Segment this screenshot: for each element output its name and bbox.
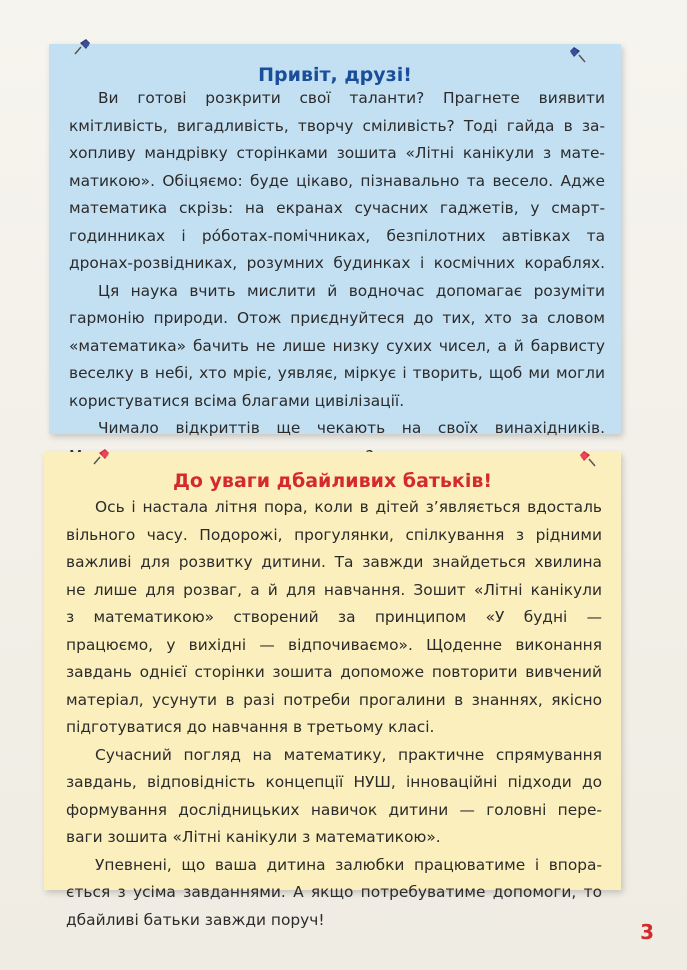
text-line: Ось і настала літня пора, коли в дітей з’являється вдосталь bbox=[95, 498, 602, 516]
text-line: ється з усіма завданнями. А якщо потребуватиме допомоги, то bbox=[66, 883, 602, 901]
text-line: кмітливість, вигадливість, творчу сміливість? Тоді гайда в за- bbox=[69, 116, 605, 135]
text-line: дбайливі батьки завжди поруч! bbox=[66, 910, 325, 929]
text-line: математика скрізь: на екранах сучасних гаджетів, у смарт- bbox=[69, 199, 605, 217]
pushpin-icon bbox=[90, 446, 112, 468]
text-line: матеріал, усунути в разі потреби прогалини в знаннях, якісно bbox=[66, 690, 602, 709]
text-line: вільного часу. Подорожі, прогулянки, спілкування з рідними bbox=[66, 525, 602, 544]
text-line: не лише для розваг, а й для навчання. Зошит «Літні канікули bbox=[66, 580, 602, 599]
text-line: Ця наука вчить мислити й водночас допомагає розуміти bbox=[98, 281, 605, 300]
text-line: хопливу мандрівку сторінками зошита «Літні канікули з мате- bbox=[69, 144, 605, 162]
text-line: Сучасний погляд на математику, практичне спрямування bbox=[95, 745, 602, 764]
text-line: гармонію природи. Отож приєднуйтеся до тих, хто за словом bbox=[69, 309, 605, 327]
friends-note-text bbox=[69, 85, 605, 470]
parents-note bbox=[44, 452, 621, 929]
text-line: матикою». Обіцяємо: буде цікаво, пізнавально та весело. Адже bbox=[69, 171, 605, 190]
text-line: Ви готові розкрити свої таланти? Прагнете виявити bbox=[98, 89, 605, 107]
text-line: працюємо, у вихідні — відпочиваємо». Щоденне виконання bbox=[66, 635, 602, 654]
friends-note bbox=[49, 44, 621, 437]
pushpin-icon bbox=[567, 44, 589, 66]
pushpin-icon bbox=[71, 36, 93, 58]
text-line: годинниках і ро́ботах-помічниках, безпілотних автівках та bbox=[69, 226, 605, 245]
text-line: підготуватися до навчання в третьому класі. bbox=[66, 718, 435, 736]
parents-note-text bbox=[66, 494, 602, 934]
text-line: Чимало відкриттів ще чекають на своїх винахідників. bbox=[98, 419, 605, 437]
text-line: користуватися всіма благами цивілізації. bbox=[69, 391, 405, 410]
text-line: веселку в небі, хто мріє, уявляє, міркує і творить, щоб ми могли bbox=[69, 364, 605, 382]
text-line: завдань однієї сторінки зошита допоможе повторити вивчений bbox=[66, 663, 602, 681]
page-number: 3 bbox=[640, 920, 654, 944]
friends-note-title: Привіт, друзі! bbox=[258, 64, 412, 86]
text-line: завдань, відповідність концепції НУШ, інноваційні підходи до bbox=[66, 773, 602, 791]
text-line: дронах-розвідниках, розумних будинках і космічних кораблях. bbox=[69, 254, 605, 272]
parents-note-title: До уваги дбайливих батьків! bbox=[172, 470, 493, 492]
text-line: ваги зошита «Літні канікули з математикою». bbox=[66, 828, 441, 846]
text-line: Упевнені, що ваша дитина залюбки працюватиме і впора- bbox=[95, 855, 602, 874]
text-line: «математика» бачить не лише низку сухих чисел, а й барвисту bbox=[69, 336, 605, 355]
text-line: важливі для розвитку дитини. Та завжди знайдеться хвилина bbox=[66, 553, 602, 571]
text-line: формування дослідницьких навичок дитини — головні пере- bbox=[66, 800, 602, 819]
pushpin-icon bbox=[577, 448, 599, 470]
text-line: з математикою» створений за принципом «У будні — bbox=[66, 608, 602, 626]
